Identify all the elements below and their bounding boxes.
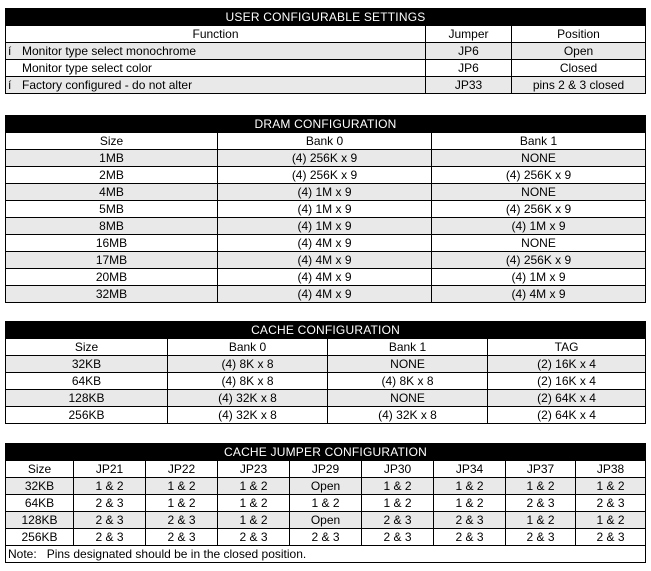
col-header-bank0: Bank 0 [168,339,328,356]
table-cell: NONE [432,184,646,201]
table-cell: 128KB [6,512,74,529]
col-header-function: Function [6,26,426,43]
table-cell: 1 & 2 [362,478,434,495]
table-row [6,77,646,94]
jumper-cell: JP33 [426,77,512,94]
table-cell: (4) 256K x 9 [432,201,646,218]
table-cell: 2 & 3 [218,529,290,546]
jumper-cell: JP6 [426,43,512,60]
table-cell: (2) 16K x 4 [488,356,646,373]
function-cell: Monitor type select monochrome [22,43,197,58]
table-cell: (4) 256K x 9 [218,150,432,167]
col-header: Size [6,461,74,478]
table-cell: (2) 64K x 4 [488,407,646,424]
col-header: JP29 [290,461,362,478]
table-row [6,407,646,424]
table-cell: 1 & 2 [146,495,218,512]
table-row [6,373,646,390]
cache-table [5,321,646,424]
table-row [6,252,646,269]
table-cell: 2 & 3 [506,529,576,546]
table-cell: 8MB [6,218,218,235]
table-cell: (4) 1M x 9 [218,218,432,235]
table-cell: 2 & 3 [362,512,434,529]
table-cell: (2) 16K x 4 [488,373,646,390]
col-header-bank1: Bank 1 [432,133,646,150]
table-row [6,529,646,546]
note [6,546,646,563]
table-cell: (4) 1M x 9 [432,218,646,235]
table-cell: (4) 8K x 8 [168,356,328,373]
position-cell: pins 2 & 3 closed [512,77,646,94]
bullet-mark: í [8,77,12,92]
col-header-size: Size [6,133,218,150]
table-row [6,150,646,167]
table-row [6,60,646,77]
col-header-jumper: Jumper [426,26,512,43]
table-cell: 2 & 3 [74,512,146,529]
table-cell: (4) 4M x 9 [218,252,432,269]
table-cell: 1 & 2 [146,478,218,495]
table-cell: NONE [328,390,488,407]
table-cell: 1 & 2 [506,512,576,529]
table-cell: (4) 4M x 9 [218,235,432,252]
table-cell: Open [290,478,362,495]
table-row [6,43,646,60]
table-cell: 256KB [6,529,74,546]
table-cell: Open [290,512,362,529]
function-cell: Monitor type select color [22,60,153,75]
dram-title: DRAM CONFIGURATION [6,116,646,133]
table-row [6,390,646,407]
table-cell: (4) 32K x 8 [328,407,488,424]
table-cell: 1 & 2 [74,478,146,495]
table-cell: 1 & 2 [290,495,362,512]
table-cell: 5MB [6,201,218,218]
col-header: JP23 [218,461,290,478]
table-row [6,167,646,184]
col-header: JP30 [362,461,434,478]
table-cell: 32KB [6,356,168,373]
table-cell: 2 & 3 [146,529,218,546]
table-cell: 1 & 2 [434,495,506,512]
table-cell: (4) 256K x 9 [432,252,646,269]
table-cell: 2 & 3 [74,495,146,512]
user-settings-table [5,8,646,94]
table-cell: (4) 4M x 9 [218,286,432,303]
position-cell: Closed [512,60,646,77]
table-cell: 2 & 3 [434,529,506,546]
bullet-mark: í [8,43,12,58]
table-row [6,218,646,235]
table-cell: NONE [432,150,646,167]
table-cell: 1 & 2 [576,478,646,495]
table-cell: 1 & 2 [362,495,434,512]
col-header: JP37 [506,461,576,478]
table-cell: (2) 64K x 4 [488,390,646,407]
table-cell: 64KB [6,495,74,512]
table-cell: 2 & 3 [290,529,362,546]
col-header: JP38 [576,461,646,478]
col-header-bank0: Bank 0 [218,133,432,150]
table-cell: 1 & 2 [506,478,576,495]
table-cell: 1 & 2 [218,495,290,512]
table-cell: 2MB [6,167,218,184]
col-header: JP34 [434,461,506,478]
table-cell: 4MB [6,184,218,201]
table-cell: 20MB [6,269,218,286]
function-cell: Factory configured - do not alter [22,77,193,92]
table-cell: 256KB [6,407,168,424]
col-header: JP22 [146,461,218,478]
table-cell: 17MB [6,252,218,269]
table-row [6,478,646,495]
table-cell: 1 & 2 [576,512,646,529]
col-header-tag: TAG [488,339,646,356]
table-cell: 32MB [6,286,218,303]
table-cell: (4) 4M x 9 [218,269,432,286]
table-cell: (4) 4M x 9 [432,286,646,303]
table-row [6,201,646,218]
cache-jumper-title: CACHE JUMPER CONFIGURATION [6,444,646,461]
table-cell: 2 & 3 [74,529,146,546]
table-cell: NONE [328,356,488,373]
table-cell: 2 & 3 [576,529,646,546]
col-header-position: Position [512,26,646,43]
table-cell: (4) 1M x 9 [218,201,432,218]
table-cell: 64KB [6,373,168,390]
table-cell: (4) 1M x 9 [218,184,432,201]
table-row [6,235,646,252]
table-cell: (4) 256K x 9 [432,167,646,184]
position-cell: Open [512,43,646,60]
table-cell: (4) 256K x 9 [218,167,432,184]
table-cell: (4) 32K x 8 [168,390,328,407]
dram-table [5,115,646,303]
cache-title: CACHE CONFIGURATION [6,322,646,339]
table-cell: 1 & 2 [218,512,290,529]
table-cell: (4) 8K x 8 [328,373,488,390]
table-cell: 2 & 3 [576,495,646,512]
table-cell: 16MB [6,235,218,252]
table-cell: NONE [432,235,646,252]
user-settings-title: USER CONFIGURABLE SETTINGS [6,9,646,26]
cache-jumper-table [5,443,646,563]
col-header-size: Size [6,339,168,356]
table-row [6,286,646,303]
table-cell: (4) 1M x 9 [432,269,646,286]
jumper-cell: JP6 [426,60,512,77]
table-cell: 2 & 3 [434,512,506,529]
note-label: Note: [8,546,37,561]
table-row [6,184,646,201]
table-row [6,269,646,286]
note-text: Pins designated should be in the closed position. [46,546,307,561]
table-cell: 2 & 3 [362,529,434,546]
col-header-bank1: Bank 1 [328,339,488,356]
table-cell: 1 & 2 [434,478,506,495]
col-header: JP21 [74,461,146,478]
table-cell: (4) 32K x 8 [168,407,328,424]
table-row [6,512,646,529]
table-cell: 2 & 3 [146,512,218,529]
table-cell: 128KB [6,390,168,407]
table-cell: (4) 8K x 8 [168,373,328,390]
table-row [6,356,646,373]
table-cell: 1 & 2 [218,478,290,495]
table-row [6,495,646,512]
table-cell: 1MB [6,150,218,167]
table-cell: 32KB [6,478,74,495]
table-cell: 2 & 3 [506,495,576,512]
